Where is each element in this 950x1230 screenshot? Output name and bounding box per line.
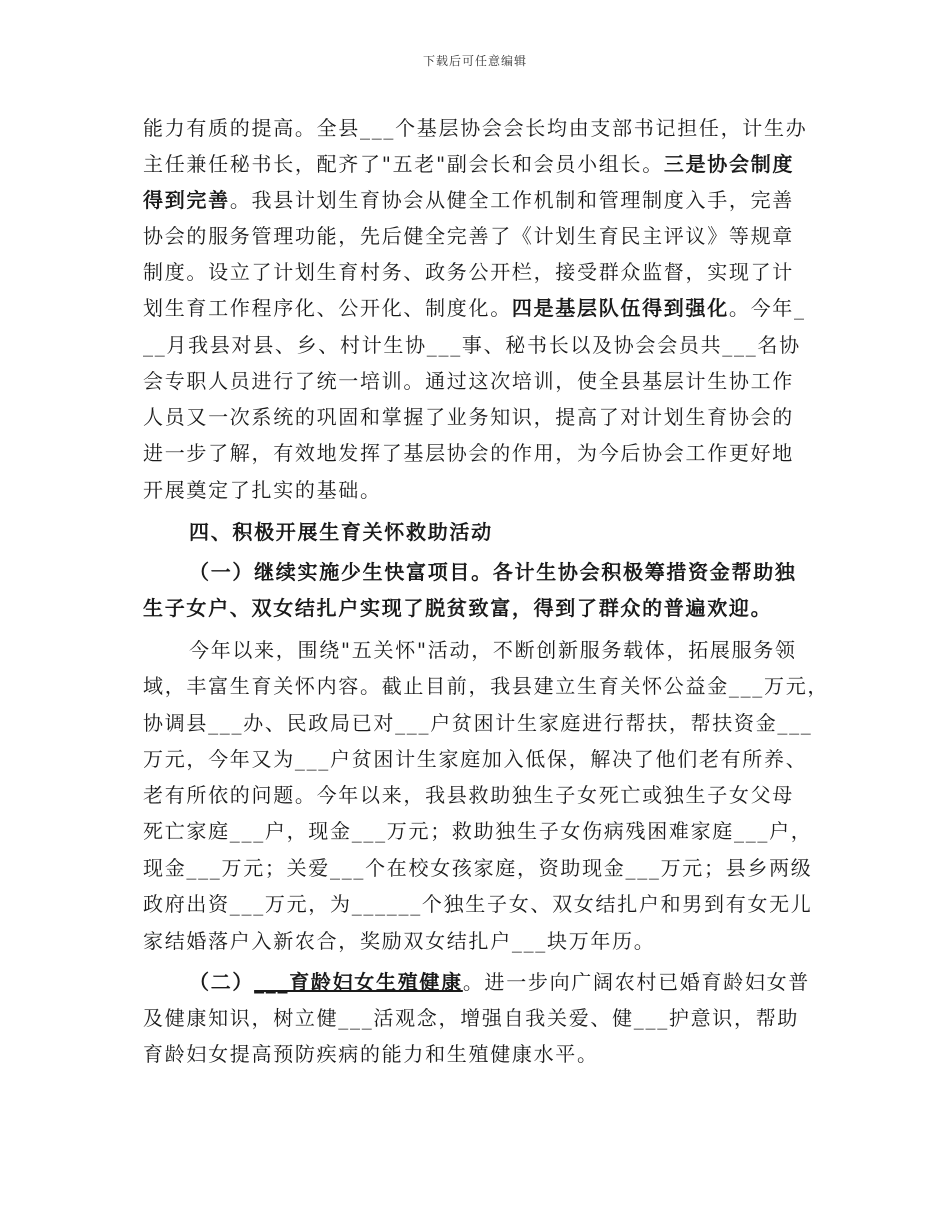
text-line [143,892,813,916]
text-segment: 主任兼任秘书长，配齐了"五老"副会长和会员小组长。 [143,152,664,176]
text-line [143,783,794,807]
text-segment: 协会的服务管理功能，先后健全完善了《计划生育民主评议》等规章 [143,224,794,248]
text-line [143,152,794,176]
bold-text-segment: 三是协会制度 [663,152,795,176]
bold-text-segment: 四、积极开展生育关怀救助活动 [189,520,493,544]
text-line [143,224,794,248]
text-line [143,747,807,771]
text-line [143,711,813,735]
text-line [143,296,806,320]
bold-text-segment: 生子女户、双女结扎户实现了脱贫致富，得到了群众的普遍欢迎。 [143,596,773,620]
bold-text-segment: 四是基层队伍得到强化 [511,296,729,320]
text-line [189,638,797,662]
text-segment: 及健康知识，树立健___活观念，增强自我关爱、健___护意识，帮助 [143,1006,800,1030]
text-line [143,405,794,429]
text-segment: 进一步了解，有效地发挥了基层协会的作用，为今后协会工作更好地 [143,441,794,465]
text-line [143,674,829,698]
text-segment: __月我县对县、乡、村计生协___事、秘书长以及协会会员共___名协 [143,333,801,357]
text-line [143,1006,799,1030]
bold-text-segment: 得到完善 [143,188,230,212]
text-line [143,819,813,843]
text-line [143,1042,599,1066]
text-segment: 今年以来，围绕"五关怀"活动，不断创新服务载体，拓展服务领 [189,638,797,662]
text-segment: 会专职人员进行了统一培训。通过这次培训，使全县基层计生协工作 [143,369,794,393]
text-segment: 。我县计划生育协会从健全工作机制和管理制度入手，完善 [229,188,795,212]
text-segment: 现金___万元；关爱___个在校女孩家庭，资助现金___万元；县乡两级 [143,856,813,880]
text-segment: 育龄妇女提高预防疾病的能力和生殖健康水平。 [143,1042,599,1066]
bold-text-segment: （二） [189,970,255,994]
text-line [189,520,493,544]
text-segment: 老有所依的问题。今年以来，我县救助独生子女死亡或独生子女父母 [143,783,794,807]
text-segment: 人员又一次系统的巩固和掌握了业务知识，提高了对计划生育协会的 [143,405,794,429]
text-line [143,929,656,953]
text-segment: 。进一步向广阔农村已婚育龄妇女普 [462,970,811,994]
text-line [143,333,801,357]
text-line [143,188,794,212]
text-segment: 开展奠定了扎实的基础。 [143,478,382,502]
text-segment: 政府出资___万元，为______个独生子女、双女结扎户和男到有女无儿 [143,892,813,916]
text-segment: 域，丰富生育关怀内容。截止目前，我县建立生育关怀公益金___万元， [143,674,830,698]
bold-text-segment: ___育龄妇女生殖健康 [254,970,463,994]
text-line [143,260,794,284]
text-line [143,478,382,502]
text-segment: 制度。设立了计划生育村务、政务公开栏，接受群众监督，实现了计 [143,260,794,284]
text-segment: 万元，今年又为___户贫困计生家庭加入低保，解决了他们老有所养、 [143,747,808,771]
text-line [143,856,813,880]
text-segment: 协调县___办、民政局已对___户贫困计生家庭进行帮扶，帮扶资金___ [143,711,813,735]
text-segment: 家结婚落户入新农合，奖励双女结扎户___块万年历。 [143,929,656,953]
text-segment: 。今年_ [728,296,806,320]
text-line [189,560,797,584]
text-line [143,596,772,620]
text-segment: 划生育工作程序化、公开化、制度化。 [143,296,512,320]
text-line [143,369,794,393]
bold-text-segment: （一）继续实施少生快富项目。各计生协会积极筹措资金帮助独 [189,560,797,584]
page-header: 下载后可任意编辑 [422,54,527,68]
text-line [189,970,810,994]
text-segment: 能力有质的提高。全县___个基层协会会长均由支部书记担任，计生办 [143,116,808,140]
text-line [143,441,794,465]
text-segment: 死亡家庭___户，现金___万元；救助独生子女伤病残困难家庭___户， [143,819,813,843]
text-line [143,116,807,140]
